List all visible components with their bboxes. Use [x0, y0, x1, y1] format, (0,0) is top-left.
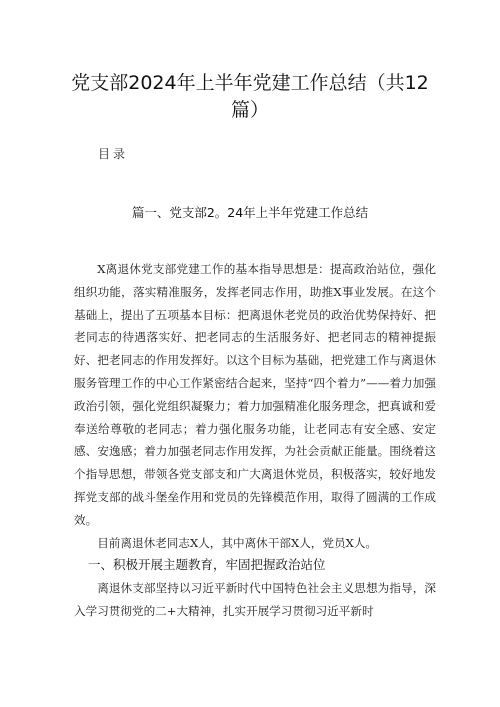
chapter-heading: 篇一、党支部2。24年上半年党建工作总结	[131, 205, 369, 220]
document-title: 党支部2024年上半年党建工作总结（共12篇）	[71, 72, 429, 121]
section-heading: 一、积极开展主题教育，牢固把握政治站位	[88, 557, 326, 573]
body-paragraph: X离退休党支部党建工作的基本指导思想是：提高政治站位，强化组织功能，落实精准服务，发挥老同志作用，助推X事业发展。在这个基础上，提出了五项基本目标：把离退休老党员的政治优势保持好、把老同志的待遇落实好、把老同志的生活服务好、把老同志的精神提振好、把老同志的作用发挥好。以这个目标为基础，把党建工作与离退休服务管理工作的中心工作紧密结合起来，坚持“四个着力”——着力加强政治引领，强化党组织凝聚力；着力加强精准化服务理念，把真诚和爱奉送给尊敬的老同志；着力强化服务功能，让老同志有安全感、安定感、安逸感；着力加强老同志作用发挥，为社会贡献正能量。围绕着这个指导思想，带领各党支部支和广大离退休党员，积极落实，较好地发挥党支部的战斗堡垒作用和党员的先锋模范作用，取得了圆满的工作成效。	[74, 262, 436, 527]
body-paragraph: 目前离退休老同志X人，其中离休干部X人，党员X人。	[97, 535, 378, 550]
document-body	[74, 258, 436, 623]
body-paragraph: 离退休支部坚持以习近平新时代中国特色社会主义思想为指导，深入学习贯彻党的二+大精神，扎实开展学习贯彻习近平新时	[74, 581, 436, 618]
toc-label: 目录	[98, 147, 129, 161]
